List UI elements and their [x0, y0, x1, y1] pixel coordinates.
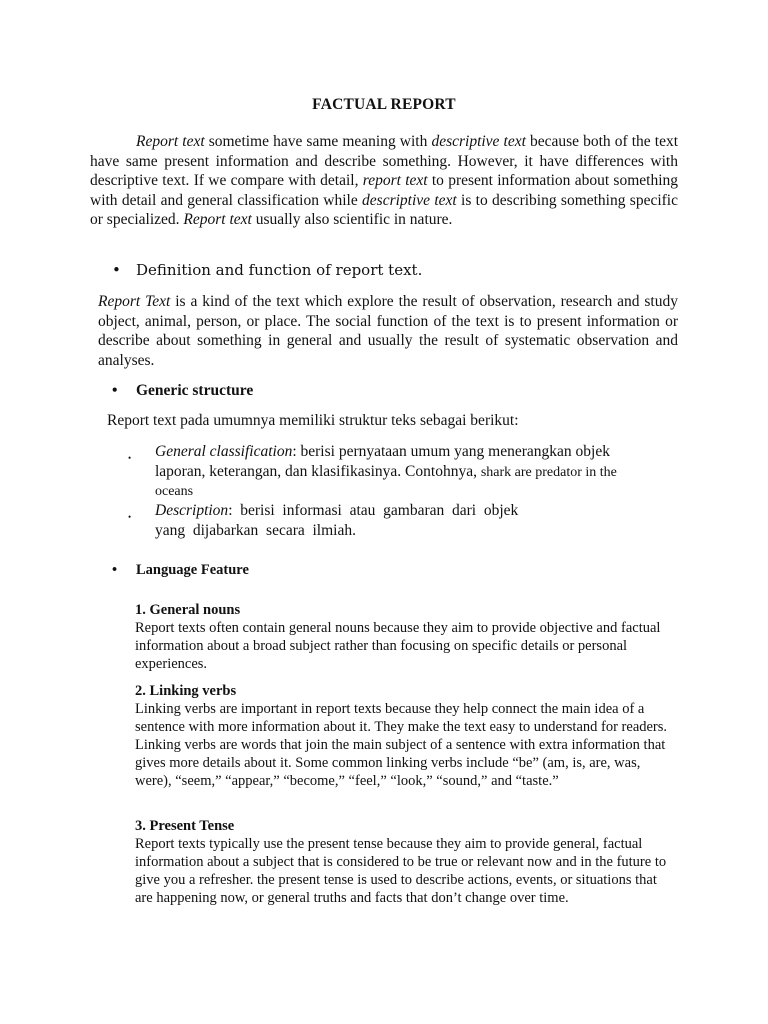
bullet-generic-structure-label: Generic structure [136, 382, 254, 399]
bullet-icon: • [112, 382, 118, 399]
feature-linking-verbs [135, 682, 670, 790]
document-title: FACTUAL REPORT [312, 96, 456, 113]
bullet-definition [112, 261, 422, 279]
bullet-language-feature [112, 562, 249, 579]
bullet-language-feature-label: Language Feature [136, 562, 249, 578]
bullet-generic-structure [112, 382, 253, 400]
intro-text-5: usually also scientific in nature. [251, 211, 453, 228]
bullet-icon: • [112, 562, 118, 578]
bullet-definition-label: Definition and function of report text. [136, 261, 423, 279]
gc-term: General classification [155, 443, 293, 460]
intro-text-2: because both of the text have same present information and describe something. However, it have differences with descriptive text. If we compare with detail, [90, 133, 679, 189]
feature-heading: 1. General nouns [135, 602, 241, 618]
desc-line-2: yang dijabarkan secara ilmiah. [155, 522, 356, 539]
definition-paragraph [98, 292, 678, 370]
desc-line-1 [155, 501, 518, 521]
gc-line-3: oceans [155, 484, 194, 499]
gc-text-2-small: shark are predator in the [480, 465, 617, 480]
gc-text-2: laporan, keterangan, dan klasifikasinya. Contohnya, [155, 463, 481, 480]
intro-text-1: sometime have same meaning with [204, 133, 432, 150]
definition-text: is a kind of the text which explore the result of observation, research and study object, animal, person, or place. The social function of the text is to present information or describe about something in general and usually the result of systematic observation and analyses. [98, 293, 678, 369]
intro-text-3: to present information about something with detail and general classification while [90, 172, 679, 209]
feature-heading: 2. Linking verbs [135, 683, 237, 699]
feature-present-tense [135, 817, 670, 907]
gc-line-1 [155, 442, 695, 462]
bullet-icon: • [112, 261, 121, 279]
intro-text-4: is to describing something specific or specialized. [90, 191, 678, 228]
feature-body: Report texts typically use the present tense because they aim to provide general, factual information about a subject that is considered to be true or relevant now and in the future to give you a refresher. the present tense is used to describe actions, events, or situations that are happening now, or general truths and facts that don’t change over time. [135, 836, 667, 906]
intro-term-4: descriptive text [362, 191, 457, 209]
intro-paragraph [90, 132, 678, 230]
desc-text-1: : berisi informasi atau gambaran dari objek [228, 502, 519, 519]
feature-general-nouns [135, 601, 670, 673]
feature-body: Linking verbs are important in report texts because they help connect the main idea of a sentence with more information about it. They make the text easy to understand for readers. Linking verbs are words that join the main subject of a sentence with extra information that gives more details about it. Some common linking verbs include “be” (am, is, are, was, were), “seem,” “appear,” “become,” “feel,” “look,” “sound,” and “taste.” [135, 701, 668, 789]
feature-body: Report texts often contain general nouns because they aim to provide objective and factual information about a broad subject rather than focusing on specific details or personal experiences. [135, 620, 661, 672]
intro-term-1: Report text [136, 133, 205, 150]
sub-bullet-icon: • [128, 453, 132, 463]
gc-text-1: : berisi pernyataan umum yang menerangkan objek [292, 443, 610, 460]
definition-term: Report Text [98, 293, 171, 310]
intro-term-2: descriptive text [431, 133, 526, 150]
feature-heading: 3. Present Tense [135, 818, 235, 834]
intro-term-5: Report text [183, 211, 252, 228]
desc-term: Description [155, 502, 229, 519]
gc-line-2 [155, 462, 695, 483]
sub-bullet-icon: • [128, 512, 132, 522]
intro-term-3: report text [362, 172, 428, 189]
structure-intro: Report text pada umumnya memiliki struktur teks sebagai berikut: [107, 412, 519, 429]
